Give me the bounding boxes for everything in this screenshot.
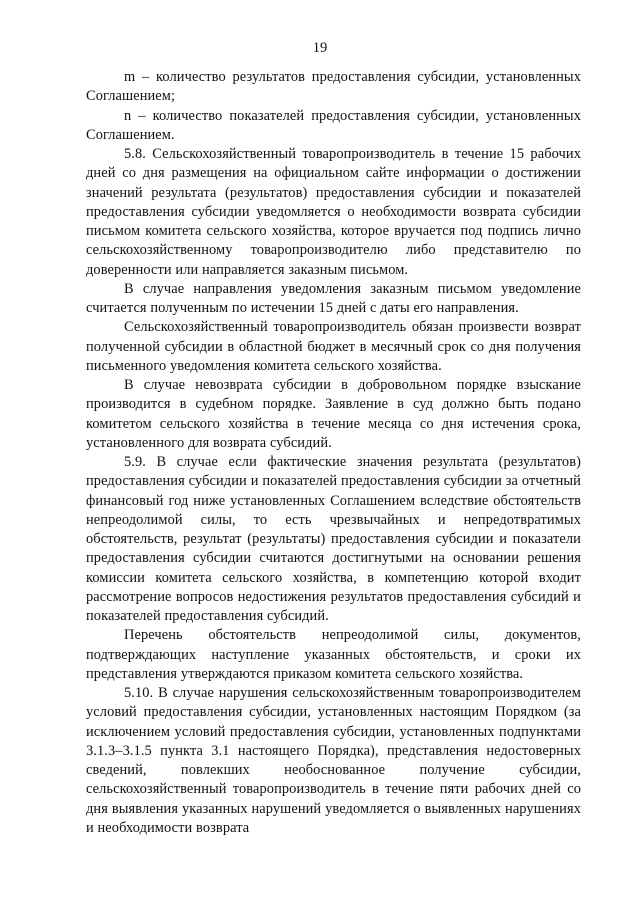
paragraph-n-definition: n – количество показателей предоставления субсидии, установленных Соглашением. [86, 107, 581, 143]
page-number: 19 [312, 40, 328, 56]
paragraph-force-majeure-list: Перечень обстоятельств непреодолимой силы, документов, подтверждающих наступление указанных обстоятельств, и сроки их представления утверждаются приказом комитета сельского хозяйства. [86, 627, 581, 682]
paragraph-subsidy-return-obligation: Сельскохозяйственный товаропроизводитель обязан произвести возврат полученной субсидии в областной бюджет в месячный срок со дня получения письменного уведомления комитета сельского хозяйства. [86, 319, 581, 374]
document-body [86, 68, 581, 838]
paragraph-clause-5-9: 5.9. В случае если фактические значения результата (результатов) предоставления субсидии и показателей предоставления субсидии за отчетный финансовый год ниже установленных Соглашением вследствие обстоятельств непреодолимой силы, то есть чрезвычайных и непредотвратимых обстоятельств, результат (результаты) предоставления субсидии и показатели предоставления субсидии считаются достигнутыми на основании решения комиссии комитета сельского хозяйства, в компетенцию которой входит рассмотрение вопросов недостижения результатов предоставления субсидий и показателей предоставления субсидий. [86, 454, 581, 624]
paragraph-clause-5-8: 5.8. Сельскохозяйственный товаропроизводитель в течение 15 рабочих дней со дня размещения на официальном сайте информации о достижении значений результата (результатов) предоставления субсидии и показателей предоставления субсидии уведомляется о необходимости возврата субсидии письмом комитета сельского хозяйства, которое вручается под подпись лично сельскохозяйственному товаропроизводителю либо представителю по доверенности или направляется заказным письмом. [86, 146, 581, 278]
paragraph-m-definition: m – количество результатов предоставления субсидии, установленных Соглашением; [86, 69, 581, 105]
paragraph-clause-5-10: 5.10. В случае нарушения сельскохозяйственным товаропроизводителем условий предоставления субсидии, установленных настоящим Порядком (за исключением условий предоставления субсидии, установленных подпунктами 3.1.3–3.1.5 пункта 3.1 настоящего Порядка), представления недостоверных сведений, повлекших необоснованное получение субсидии, сельскохозяйственный товаропроизводитель в течение пяти рабочих дней со дня выявления указанных нарушений уведомляется о выявленных нарушениях и необходимости возврата [86, 685, 581, 836]
paragraph-registered-mail-notice: В случае направления уведомления заказным письмом уведомление считается полученным по истечении 15 дней с даты его направления. [86, 280, 581, 316]
paragraph-judicial-recovery: В случае невозврата субсидии в добровольном порядке взыскание производится в судебном порядке. Заявление в суд должно быть подано комитетом сельского хозяйства в течение месяца со дня истечения срока, установленного для возврата субсидий. [86, 377, 581, 451]
